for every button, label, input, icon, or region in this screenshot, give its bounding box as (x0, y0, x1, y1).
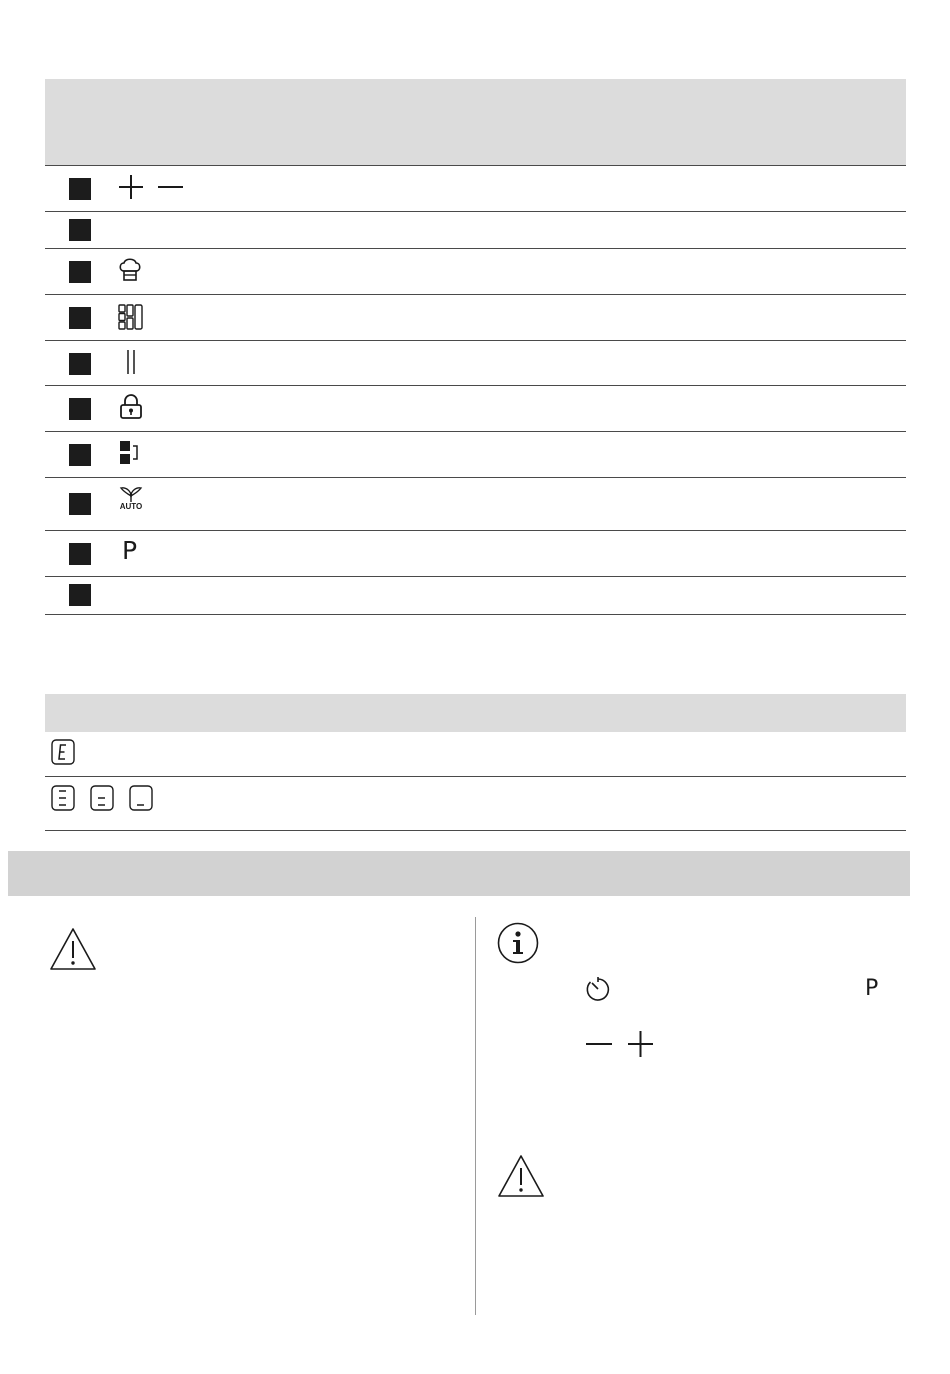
row-marker (69, 543, 91, 565)
table1-rule (45, 294, 906, 295)
row-marker (69, 584, 91, 606)
row-marker (69, 219, 91, 241)
bridge-icon (118, 440, 144, 466)
warning-icon (497, 1154, 545, 1198)
power-boost-icon: P (122, 536, 138, 565)
row-marker (69, 353, 91, 375)
display-level-3-icon (51, 785, 75, 811)
display-level-2-icon (90, 785, 114, 811)
chef-hat-icon (118, 257, 144, 283)
row-marker (69, 493, 91, 515)
table1-header (45, 79, 906, 165)
row-marker (69, 261, 91, 283)
row-marker (69, 307, 91, 329)
table1-rule (45, 211, 906, 212)
plus-minus-icon (118, 175, 188, 199)
table1-rule (45, 165, 906, 166)
lock-icon (118, 394, 144, 420)
row-marker (69, 398, 91, 420)
display-level-1-icon (129, 785, 153, 811)
display-e-icon (51, 739, 75, 765)
section-heading-band (8, 851, 910, 896)
table1-rule (45, 340, 906, 341)
table2-rule (45, 776, 906, 777)
table2-header (45, 694, 906, 732)
info-icon (497, 922, 539, 964)
power-boost-symbol: P (865, 976, 879, 1001)
table1-rule (45, 431, 906, 432)
timer-icon (585, 976, 611, 1002)
table2-rule (45, 830, 906, 831)
zones-icon (118, 304, 144, 330)
row-marker (69, 178, 91, 200)
row-marker (69, 444, 91, 466)
pause-icon (118, 349, 144, 375)
minus-plus-icon (586, 1031, 656, 1057)
table1-rule (45, 576, 906, 577)
table1-rule (45, 614, 906, 615)
table1-rule (45, 530, 906, 531)
warning-icon (49, 927, 97, 971)
column-divider (475, 917, 476, 1315)
table1-rule (45, 477, 906, 478)
table1-rule (45, 248, 906, 249)
auto-caption: AUTO (119, 502, 143, 511)
table1-rule (45, 385, 906, 386)
hob-to-hood-auto-icon (118, 485, 144, 511)
